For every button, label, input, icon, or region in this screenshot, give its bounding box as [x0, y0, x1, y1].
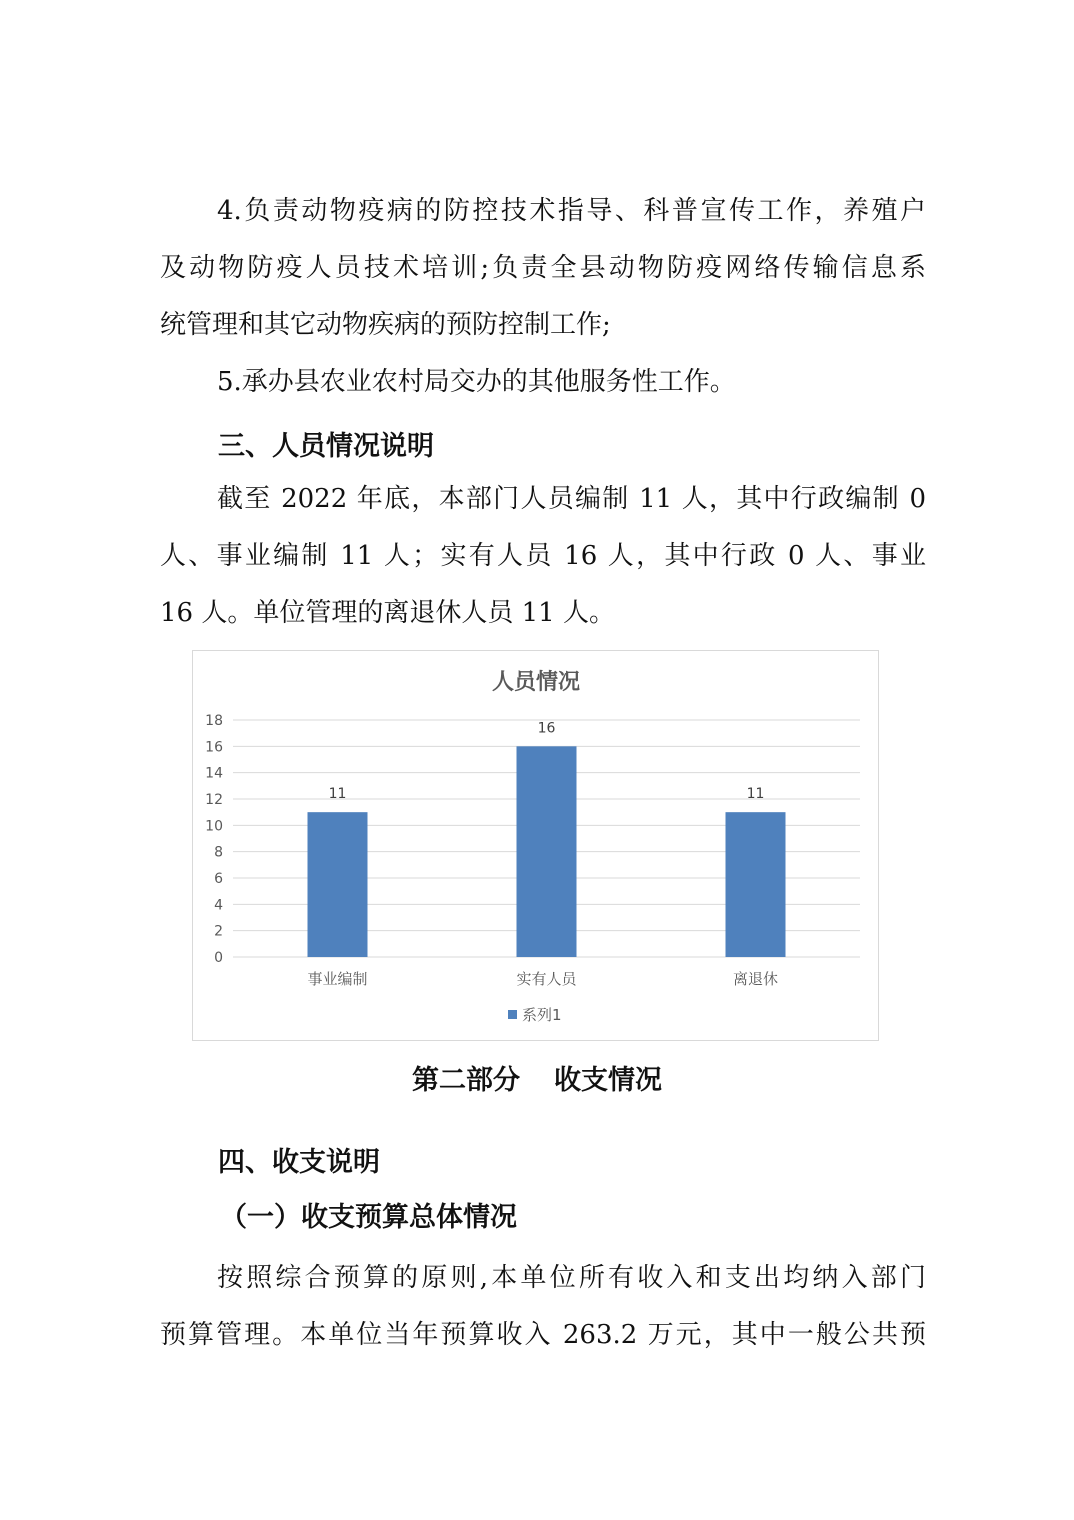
- data-label: 16: [537, 720, 556, 737]
- y-tick-label: 8: [214, 844, 223, 861]
- subsection-1-heading: （一）收支预算总体情况: [220, 1202, 517, 1233]
- paragraph-duty-4-line2: 及动物防疫人员技术培训;负责全县动物防疫网络传输信息系: [160, 253, 926, 283]
- y-tick-label: 0: [214, 950, 223, 966]
- part-2-title-a: 第二部分: [412, 1065, 520, 1096]
- part-2-title: [0, 1058, 1074, 1097]
- y-tick-label: 6: [214, 871, 223, 887]
- paragraph-staff-line2: 人、事业编制 11 人；实有人员 16 人，其中行政 0 人、事业: [160, 541, 926, 571]
- y-tick-label: 4: [214, 897, 223, 914]
- bar-3: [726, 812, 786, 957]
- y-tick-label: 10: [205, 818, 223, 835]
- y-tick-label: 12: [205, 792, 223, 808]
- data-label: 11: [328, 786, 347, 803]
- y-tick-label: 16: [205, 739, 223, 756]
- bar-1: [308, 812, 368, 957]
- x-tick-label: 离退休: [732, 970, 779, 988]
- paragraph-staff-line1: 截至 2022 年底，本部门人员编制 11 人，其中行政编制 0: [217, 484, 926, 514]
- chart-canvas: [193, 651, 880, 1042]
- part-2-title-b: 收支情况: [554, 1065, 662, 1096]
- paragraph-duty-4-line3: 统管理和其它动物疾病的预防控制工作;: [160, 310, 611, 340]
- staff-bar-chart: [192, 650, 879, 1041]
- section-4-heading: 四、收支说明: [218, 1147, 380, 1178]
- paragraph-staff-line3: 16 人。单位管理的离退休人员 11 人。: [160, 598, 615, 628]
- section-3-heading: 三、人员情况说明: [218, 431, 434, 462]
- paragraph-budget-line2: 预算管理。本单位当年预算收入 263.2 万元，其中一般公共预: [160, 1320, 926, 1350]
- paragraph-budget-line1: 按照综合预算的原则,本单位所有收入和支出均纳入部门: [217, 1263, 926, 1293]
- x-tick-label: 事业编制: [307, 970, 368, 988]
- y-tick-label: 14: [205, 765, 223, 782]
- chart-title: 人员情况: [491, 670, 581, 695]
- paragraph-duty-4-line1: 4.负责动物疫病的防控技术指导、科普宣传工作，养殖户: [217, 196, 926, 226]
- data-label: 11: [746, 786, 765, 803]
- legend-swatch: [508, 1010, 517, 1019]
- legend-label: 系列1: [522, 1006, 562, 1024]
- y-tick-label: 18: [205, 713, 223, 729]
- x-tick-label: 实有人员: [516, 970, 577, 988]
- bar-2: [517, 746, 577, 957]
- y-tick-label: 2: [214, 923, 223, 940]
- paragraph-duty-5: 5.承办县农业农村局交办的其他服务性工作。: [217, 367, 736, 397]
